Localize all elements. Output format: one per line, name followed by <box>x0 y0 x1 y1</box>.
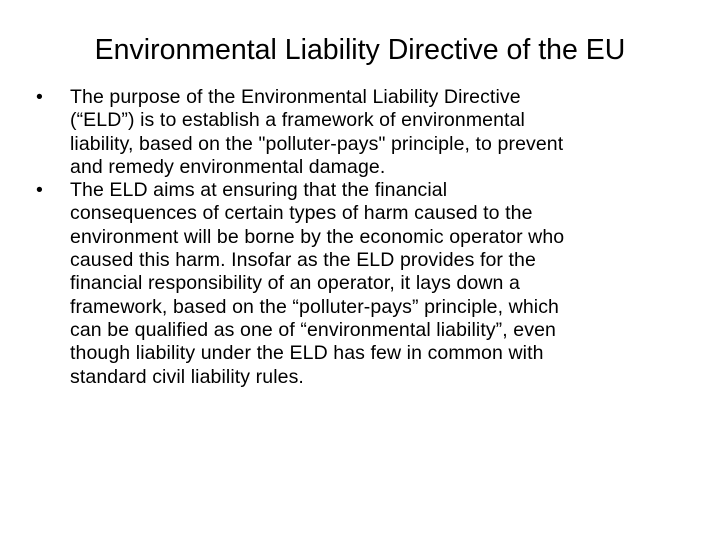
bullet-text-line: can be qualified as one of “environmental liability”, even <box>70 318 556 341</box>
bullet-text-line: The purpose of the Environmental Liability Directive <box>70 86 521 108</box>
bullet-text-line: liability, based on the "polluter-pays" principle, to prevent <box>70 132 564 155</box>
bullet-text-line: and remedy environmental damage. <box>70 155 386 178</box>
bullet-text-line: though liability under the ELD has few in common with <box>70 342 544 365</box>
bullet-item <box>36 86 696 179</box>
bullet-text-line: environment will be borne by the economic operator who <box>70 225 565 248</box>
bullet-text-line: The ELD aims at ensuring that the financial <box>70 179 448 202</box>
bullet-text-line: caused this harm. Insofar as the ELD provides for the <box>70 249 536 272</box>
bullet-text-line: financial responsibility of an operator, it lays down a <box>70 272 520 295</box>
bullet-text-line: framework, based on the “polluter-pays” principle, which <box>70 295 559 318</box>
bullet-marker: • <box>36 179 43 202</box>
bullet-item <box>36 179 696 389</box>
bullet-text-line: standard civil liability rules. <box>70 365 304 388</box>
slide-title: Environmental Liability Directive of the EU <box>94 34 626 66</box>
bullet-marker: • <box>36 86 43 108</box>
bullet-list <box>36 86 696 389</box>
bullet-text-line: (“ELD”) is to establish a framework of environmental <box>70 109 525 132</box>
bullet-text-line: consequences of certain types of harm caused to the <box>70 202 533 225</box>
